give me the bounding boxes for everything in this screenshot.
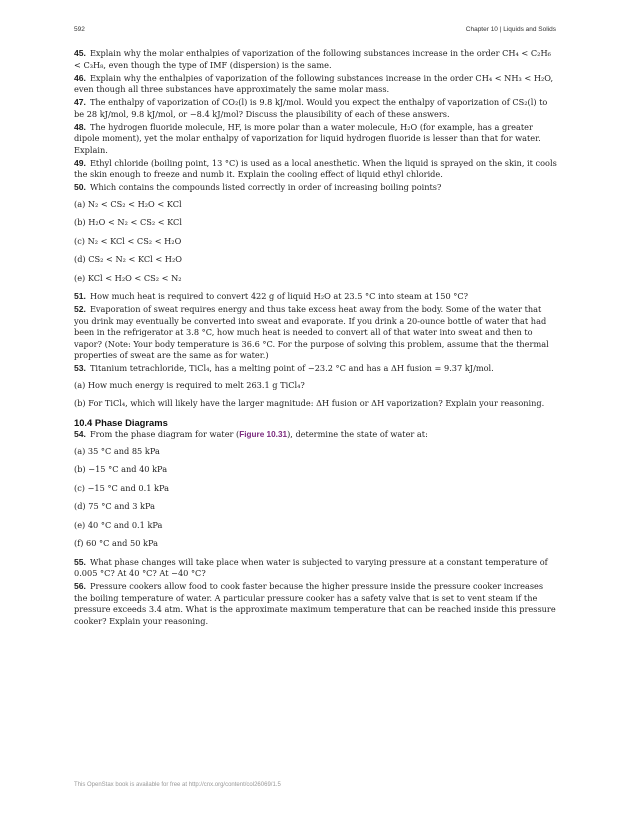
question-text: Explain why the enthalpies of vaporization of the following substances increase in the order CH₄ < NH₃ < H₂O, even though all three substances have approximately the same molar mass. xyxy=(74,72,554,94)
question-56: 56. Pressure cookers allow food to cook faster because the higher pressure inside the pressure cooker increases the boiling temperature of water. A particular pressure cooker has a safety valve that is set to vent steam if the pressure exceeds 3.4 atm. What is the approximate maximum temperature that can be reached inside this pressure cooker? Explain your reasoning. xyxy=(74,581,556,626)
option-e: (e) 40 °C and 0.1 kPa xyxy=(74,519,163,530)
question-52: 52. Evaporation of sweat requires energy and thus take excess heat away from the body. Some of the water that you drink may eventually be converted into sweat and evaporate. If you drink a 20-ounce bottle of water that had been in the refrigerator at 3.8 °C, how much heat is needed to convert all of that water into sweat and then to vapor? (Note: Your body temperature is 36.6 °C. For the purpose of solving this problem, assume that the thermal properties of sweat are the same as for water.) xyxy=(74,304,549,360)
page-content xyxy=(74,48,558,629)
question-text-before: From the phase diagram for water ( xyxy=(89,429,240,439)
question-53-options xyxy=(74,380,558,410)
question-54: 54. From the phase diagram for water (Figure 10.31), determine the state of water at: xyxy=(74,429,428,439)
option-c: (c) −15 °C and 0.1 kPa xyxy=(74,482,170,493)
option-e: (e) KCl < H₂O < CS₂ < N₂ xyxy=(74,272,182,283)
page-header xyxy=(74,26,556,36)
question-text: Titanium tetrachloride, TiCl₄, has a melting point of −23.2 °C and has a ΔH fusion = 9.37 kJ/mol. xyxy=(89,363,494,373)
question-text: The hydrogen fluoride molecule, HF, is more polar than a water molecule, H₂O (for example, has a greater dipole moment), yet the molar enthalpy of vaporization for liquid hydrogen fluoride is lesser than that for water. Explain. xyxy=(74,121,541,155)
question-text: Ethyl chloride (boiling point, 13 °C) is used as a local anesthetic. When the liquid is sprayed on the skin, it cools the skin enough to freeze and numb it. Explain the cooling effect of liquid ethyl chloride. xyxy=(74,157,557,179)
option-d: (d) 75 °C and 3 kPa xyxy=(74,501,156,511)
question-53: 53. Titanium tetrachloride, TiCl₄, has a melting point of −23.2 °C and has a ΔH fusion = 9.37 kJ/mol. xyxy=(74,363,494,373)
figure-link[interactable]: Figure 10.31 xyxy=(239,430,288,439)
question-50: 50. Which contains the compounds listed correctly in order of increasing boiling points? xyxy=(74,182,442,192)
option-a: (a) N₂ < CS₂ < H₂O < KCl xyxy=(74,198,182,209)
question-46: 46. Explain why the enthalpies of vaporization of the following substances increase in the order CH₄ < NH₃ < H₂O, even though all three substances have approximately the same molar mass. xyxy=(74,72,554,94)
question-45: 45. Explain why the molar enthalpies of vaporization of the following substances increase in the order CH₄ < C₂H₆ < C₃H₈, even though the type of IMF (dispersion) is the same. xyxy=(74,48,551,70)
option-d: (d) CS₂ < N₂ < KCl < H₂O xyxy=(74,254,182,264)
question-55: 55. What phase changes will take place when water is subjected to varying pressure at a constant temperature of 0.005 °C? At 40 °C? At −40 °C? xyxy=(74,556,548,578)
question-48: 48. The hydrogen fluoride molecule, HF, is more polar than a water molecule, H₂O (for example, has a greater dipole moment), yet the molar enthalpy of vaporization for liquid hydrogen fluoride is lesser than that for water. Explain. xyxy=(74,121,541,155)
question-text-after: ), determine the state of water at: xyxy=(287,429,428,439)
option-b: (b) −15 °C and 40 kPa xyxy=(74,464,168,474)
option-b: (b) H₂O < N₂ < CS₂ < KCl xyxy=(74,217,182,227)
question-54-options xyxy=(74,446,558,550)
option-f: (f) 60 °C and 50 kPa xyxy=(74,538,159,548)
question-text: Pressure cookers allow food to cook faster because the higher pressure inside the pressure cooker increases the boiling temperature of water. A particular pressure cooker has a safety valve that is set to vent steam if the pressure exceeds 3.4 atm. What is the approximate maximum temperature that can be reached inside this pressure cooker? Explain your reasoning. xyxy=(74,581,556,626)
question-50-options xyxy=(74,199,558,285)
question-text: The enthalpy of vaporization of CO₂(l) is 9.8 kJ/mol. Would you expect the enthalpy of vaporization of CS₂(l) to be 28 kJ/mol, 9.8 kJ/mol, or −8.4 kJ/mol? Discuss the plausibility of each of these answers. xyxy=(74,97,548,119)
option-a: (a) 35 °C and 85 kPa xyxy=(74,445,160,456)
option-a: (a) How much energy is required to melt 263.1 g TiCl₄? xyxy=(74,379,305,390)
question-text: Which contains the compounds listed correctly in order of increasing boiling points? xyxy=(89,182,442,192)
page-number: 592 xyxy=(74,26,85,33)
question-text: Evaporation of sweat requires energy and thus take excess heat away from the body. Some of the water that you drink may eventually be converted into sweat and evaporate. If you drink a 20-ounce bottle of water that had been in the refrigerator at 3.8 °C, how much heat is needed to convert all of that water into sweat and then to vapor? (Note: Your body temperature is 36.6 °C. For the purpose of solving this problem, assume that the thermal properties of sweat are the same as for water.) xyxy=(74,304,549,360)
option-c: (c) N₂ < KCl < CS₂ < H₂O xyxy=(74,235,182,246)
option-b: (b) For TiCl₄, which will likely have the larger magnitude: ΔH fusion or ΔH vaporization? Explain your reasoning. xyxy=(74,398,545,408)
question-text: How much heat is required to convert 422 g of liquid H₂O at 23.5 °C into steam at 150 °C? xyxy=(89,291,469,301)
question-49: 49. Ethyl chloride (boiling point, 13 °C) is used as a local anesthetic. When the liquid is sprayed on the skin, it cools the skin enough to freeze and numb it. Explain the cooling effect of liquid ethyl chloride. xyxy=(74,157,557,179)
question-text: What phase changes will take place when water is subjected to varying pressure at a constant temperature of 0.005 °C? At 40 °C? At −40 °C? xyxy=(74,556,548,578)
section-heading: 10.4 Phase Diagrams xyxy=(74,416,168,428)
page-footer: This OpenStax book is available for free at http://cnx.org/content/col26069/1.5 xyxy=(74,782,281,788)
question-47: 47. The enthalpy of vaporization of CO₂(l) is 9.8 kJ/mol. Would you expect the enthalpy of vaporization of CS₂(l) to be 28 kJ/mol, 9.8 kJ/mol, or −8.4 kJ/mol? Discuss the plausibility of each of these answers. xyxy=(74,97,548,119)
question-text: Explain why the molar enthalpies of vaporization of the following substances increase in the order CH₄ < C₂H₆ < C₃H₈, even though the type of IMF (dispersion) is the same. xyxy=(74,48,551,70)
question-51: 51. How much heat is required to convert 422 g of liquid H₂O at 23.5 °C into steam at 150 °C? xyxy=(74,291,469,301)
chapter-title: Chapter 10 | Liquids and Solids xyxy=(465,26,556,33)
